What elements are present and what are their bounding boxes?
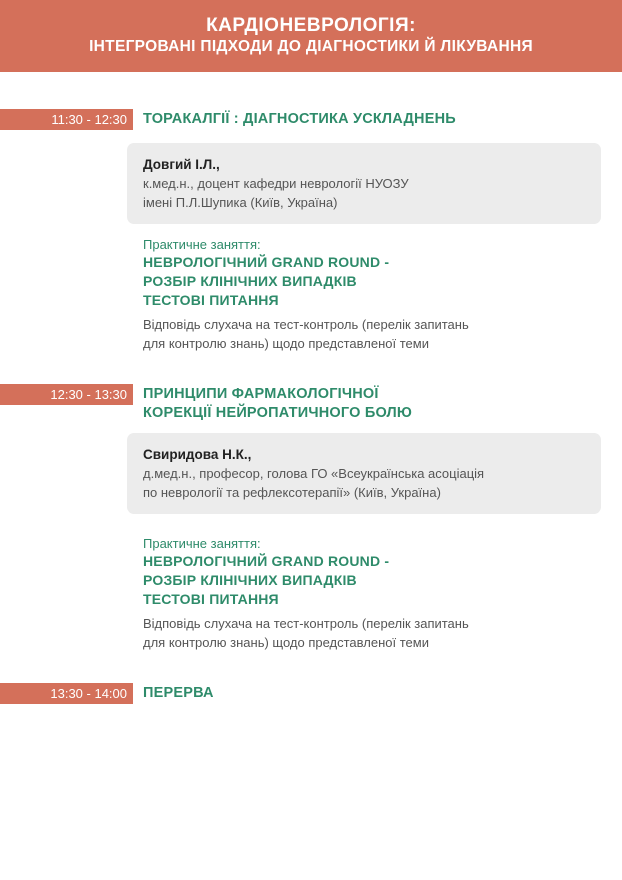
practice-desc-line: для контролю знань) щодо представленої теми	[143, 336, 429, 351]
practice-title-line: ТЕСТОВІ ПИТАННЯ	[143, 591, 279, 607]
session-title-line: ТОРАКАЛГІЇ : ДІАГНОСТИКА УСКЛАДНЕНЬ	[143, 111, 456, 127]
header-title: КАРДІОНЕВРОЛОГІЯ:	[206, 15, 416, 36]
practice-block-2	[143, 535, 583, 652]
session-title-line: ПРИНЦИПИ ФАРМАКОЛОГІЧНОЇ	[143, 386, 379, 402]
session-title-1	[143, 110, 456, 129]
speaker-name: Свиридова Н.К.,	[143, 447, 252, 462]
session-title-3	[143, 684, 214, 703]
header-subtitle: ІНТЕГРОВАНІ ПІДХОДИ ДО ДІАГНОСТИКИ Й ЛІКУВАННЯ	[89, 38, 533, 55]
session-title-line: ПЕРЕРВА	[143, 685, 214, 701]
speaker-name: Довгий І.Л.,	[143, 157, 220, 172]
speaker-desc-line: д.мед.н., професор, голова ГО «Всеукраїнська асоціація	[143, 466, 485, 481]
speaker-card-1	[127, 143, 601, 224]
time-badge-session-3: 13:30 - 14:00	[0, 683, 133, 704]
speaker-desc-line: імені П.Л.Шупика (Київ, Україна)	[143, 195, 338, 210]
time-badge-session-1: 11:30 - 12:30	[0, 109, 133, 130]
practice-desc	[143, 315, 583, 353]
practice-title-line: РОЗБІР КЛІНІЧНИХ ВИПАДКІВ	[143, 273, 357, 289]
speaker-card-2	[127, 433, 601, 514]
practice-label: Практичне заняття:	[143, 536, 261, 551]
practice-title-line: РОЗБІР КЛІНІЧНИХ ВИПАДКІВ	[143, 572, 357, 588]
speaker-desc-line: по неврології та рефлексотерапії» (Київ, Україна)	[143, 485, 441, 500]
time-badge-session-2: 12:30 - 13:30	[0, 384, 133, 405]
session-title-2	[143, 385, 412, 423]
practice-title-line: НЕВРОЛОГІЧНИЙ GRAND ROUND -	[143, 254, 390, 270]
practice-title-line: НЕВРОЛОГІЧНИЙ GRAND ROUND -	[143, 553, 390, 569]
practice-title-line: ТЕСТОВІ ПИТАННЯ	[143, 292, 279, 308]
practice-block-1	[143, 236, 583, 353]
practice-label: Практичне заняття:	[143, 237, 261, 252]
practice-desc-line: Відповідь слухача на тест-контроль (перелік запитань	[143, 616, 469, 631]
practice-desc-line: для контролю знань) щодо представленої теми	[143, 635, 429, 650]
page-header	[0, 0, 622, 72]
practice-desc-line: Відповідь слухача на тест-контроль (перелік запитань	[143, 317, 469, 332]
practice-desc	[143, 614, 583, 652]
speaker-desc-line: к.мед.н., доцент кафедри неврології НУОЗУ	[143, 176, 409, 191]
session-title-line: КОРЕКЦІЇ НЕЙРОПАТИЧНОГО БОЛЮ	[143, 405, 413, 421]
